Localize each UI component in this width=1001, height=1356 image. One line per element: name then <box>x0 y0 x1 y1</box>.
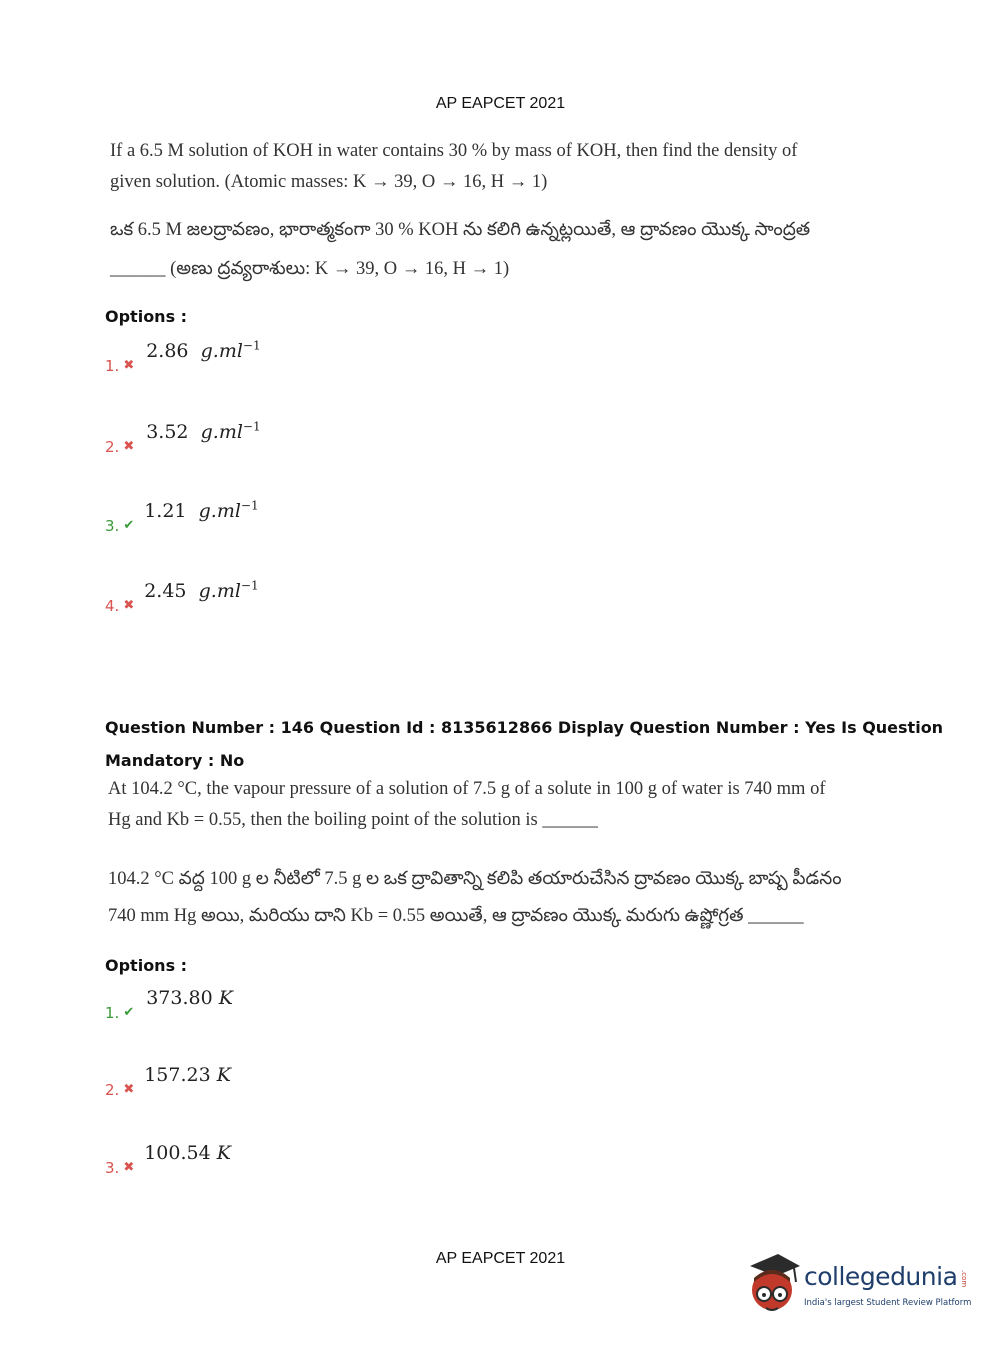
option-number: 3. <box>105 517 120 536</box>
options-label: Options : <box>105 956 188 975</box>
logo-tagline: India's largest Student Review Platform <box>804 1298 972 1308</box>
option-value: 2.86 $g.ml^{-1}$ <box>146 339 261 363</box>
question-line: At 104.2 °C, the vapour pressure of a solution of 7.5 g of a solute in 100 g of water is 740 mm of <box>108 779 826 799</box>
option-number: 1. <box>105 1004 120 1022</box>
question-meta: Question Number : 146 Question Id : 8135612866 Display Question Number : Yes Is Question Mandatory : No <box>105 718 944 770</box>
option-number: 3. <box>105 1159 120 1177</box>
option-number: 2. <box>105 1081 120 1099</box>
question-text-telugu <box>108 864 842 932</box>
question-line: 740 mm Hg అయి, మరియు దాని Kb = 0.55 అయితే, ఆ ద్రావణం యొక్క మరుగు ఉష్ణోగ్రత ______ <box>108 906 804 926</box>
option-item[interactable] <box>105 987 233 1022</box>
option-item[interactable] <box>105 1142 231 1177</box>
cross-icon: ✖ <box>123 1082 135 1097</box>
cross-icon: ✖ <box>123 358 135 374</box>
page-footer: AP EAPCET 2021 <box>435 1250 566 1267</box>
option-item[interactable] <box>105 420 261 457</box>
question-text-english <box>108 774 825 836</box>
question-text-english <box>110 136 797 198</box>
option-item[interactable] <box>105 1064 231 1099</box>
option-value: 373.80 K <box>146 987 233 1009</box>
option-value: 3.52 $g.ml^{-1}$ <box>146 420 261 444</box>
question-line: 104.2 °C వద్ద 100 g ల నీటిలో 7.5 g ల ఒక ద్రావితాన్ని కలిపి తయారుచేసిన ద్రావణం యొక్క బాష్ప పీడనం <box>108 869 842 889</box>
cross-icon: ✖ <box>123 439 135 455</box>
check-icon: ✔ <box>123 1005 135 1020</box>
option-value: 157.23 K <box>144 1064 231 1086</box>
logo-suffix: .com <box>960 1270 968 1288</box>
mascot-icon <box>742 1252 804 1318</box>
option-item[interactable] <box>105 579 259 616</box>
question-line: ఒక 6.5 M జలద్రావణం, భారాత్మకంగా 30 % KOH ను కలిగి ఉన్నట్లయితే, ఆ ద్రావణం యొక్క సాంద్రత <box>110 220 811 240</box>
question-text-telugu <box>110 215 810 285</box>
option-number: 4. <box>105 597 120 616</box>
option-value: 2.45 $g.ml^{-1}$ <box>144 579 259 603</box>
option-number: 2. <box>105 438 120 457</box>
question-line: ______ (అణు ద్రవ్యరాశులు: K → 39, O → 16, H → 1) <box>110 259 510 279</box>
question-line: If a 6.5 M solution of KOH in water contains 30 % by mass of KOH, then find the density of <box>110 141 798 161</box>
cross-icon: ✖ <box>123 598 135 614</box>
option-item[interactable] <box>105 339 261 376</box>
option-number: 1. <box>105 357 120 376</box>
check-icon: ✔ <box>123 518 135 534</box>
collegedunia-logo[interactable] <box>742 1248 972 1320</box>
options-label: Options : <box>105 307 188 326</box>
option-item[interactable] <box>105 499 259 536</box>
cross-icon: ✖ <box>123 1160 135 1175</box>
question-line: Hg and Kb = 0.55, then the boiling point of the solution is ______ <box>108 810 598 830</box>
page-header: AP EAPCET 2021 <box>435 95 566 112</box>
logo-name: collegedunia <box>804 1262 958 1291</box>
question-line: given solution. (Atomic masses: K → 39, O → 16, H → 1) <box>110 172 548 192</box>
option-value: 100.54 K <box>144 1142 231 1164</box>
option-value: 1.21 $g.ml^{-1}$ <box>144 499 259 523</box>
